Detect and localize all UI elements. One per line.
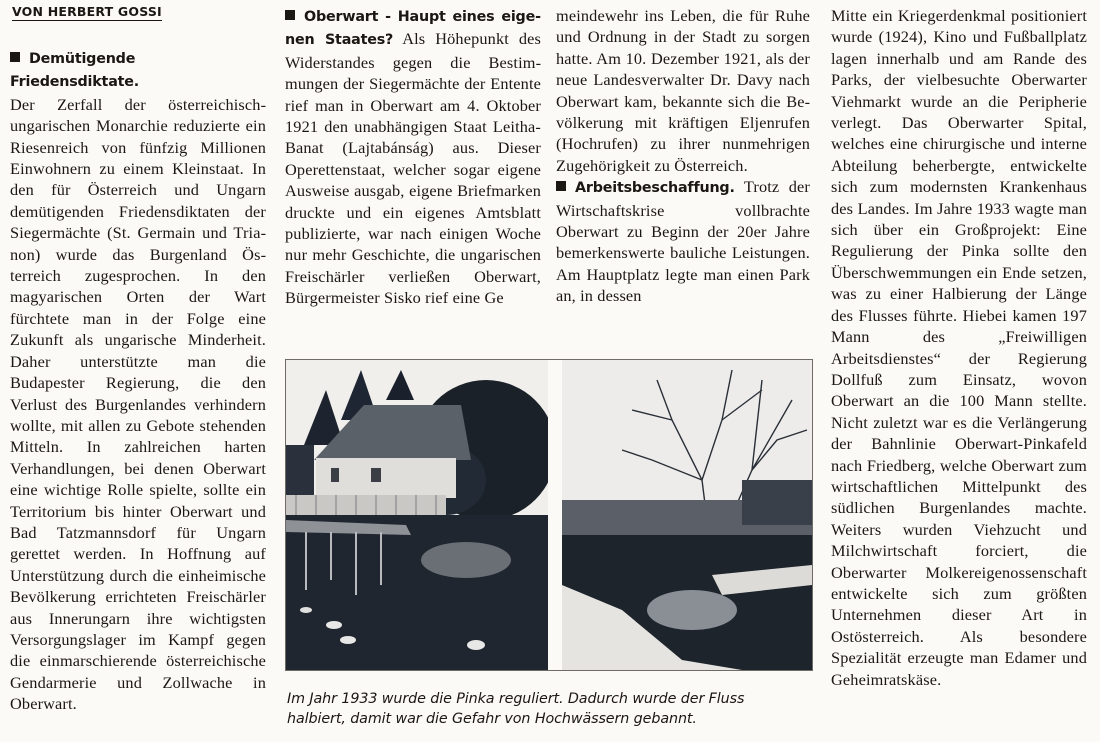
section-heading-2: Oberwart - Haupt eines eigenen Staates?: [285, 9, 541, 49]
photo-figure: [285, 359, 813, 671]
section-3: [556, 176, 810, 306]
house-photo-image: [286, 360, 548, 670]
section-heading-1: Demütigende Friedensdiktate.: [10, 51, 140, 91]
photo-house-by-river: [286, 360, 548, 670]
article-column-4: [831, 5, 1087, 690]
section-2: [285, 5, 541, 309]
bullet-square-icon: [10, 52, 20, 62]
section-heading-3: Arbeitsbeschaffung.: [575, 180, 735, 197]
bullet-square-icon: [285, 10, 295, 20]
caption-line-2: halbiert, damit war die Gefahr von Hochwässern gebannt.: [287, 710, 697, 727]
bullet-square-icon: [556, 181, 566, 191]
section-body-3a: Trotz der Wirtschaftskrise vollbrachte Oberwart zu Beginn der 20er Jahre bemerkenswerte bauliche Leistungen. Am Hauptplatz legte man einen Park an, in dessen: [556, 177, 810, 306]
river-photo-image: [562, 360, 812, 670]
photo-flooded-river: [562, 360, 812, 670]
article-column-3: [556, 5, 810, 307]
section-body-2a: Als Höhepunkt des Widerstandes gegen die Bestimmungen der Siegermächte der Entente rief man in Oberwart am 4. Oktober 1921 den unabhängigen Staat Leitha-Banat (Lajtabánság) aus. Dieser Operettenstaat, welcher sogar eigene Ausweise ausgab, eigene Briefmarken druckte und ein eigenes Amtsblatt publizierte, war nach einigen Woche nur mehr Geschichte, die ungarischen Freischärler verließen Oberwart, Bürgermeister Sisko rief eine Ge: [285, 29, 542, 308]
section-body-3b: Mitte ein Kriegerdenkmal positioniert wurde (1924), Kino und Fußballplatz lagen innerhalb und am Rande des Parks, der vielbesuchte Oberwarter Viehmarkt wurde an die Peripherie verlegt. Das Oberwarter Spital, welches eine chirurgische und interne Abteilung beherbergte, entwickelte sich zum modernsten Krankenhaus des Landes. Im Jahre 1933 wagte man sich über ein Großprojekt: Eine Regulierung der Pinka sollte den Überschwemmungen ein Ende setzen, was zu einer Halbierung der Länge des Flusses führte. Hiebei kamen 197 Mann des „Freiwilligen Arbeitsdienstes“ der Regierung Dollfuß zum Einsatz, wovon Oberwart an die 100 Mann stellte. Nicht zuletzt war es die Verlängerung der Bahnlinie Oberwart-Pinkafeld nach Friedberg, welche Oberwart zum wirtschaftlichen Mittelpunkt des südlichen Burgenlandes machte. Weiters wurden Viehzucht und Milchwirtschaft forciert, die Oberwarter Molkereigenossenschaft entwickelte sich zum größten Unternehmen dieser Art in Ostösterreich. Als besondere Spezialität erzeugte man Edamer und Geheimratskäse.: [831, 6, 1087, 689]
section-body-2b: meindewehr ins Leben, die für Ruhe und Ordnung in der Stadt zu sorgen hatte. Am 10. Dezember 1921, als der neue Landesverwalter Dr. Davy nach Oberwart kam, bekannte sich die Bevölkerung mit kräftigen Eljenrufen (Hochrufen) zu ihrer nunmehrigen Zugehörigkeit zu Österreich.: [556, 6, 810, 175]
article-column-1: [10, 26, 266, 715]
article-column-2: [285, 5, 541, 309]
byline: VON HERBERT GOSSI: [12, 4, 162, 19]
section-body-1: Der Zerfall der österreichischungarischen Monarchie reduzierte ein Riesenreich von fünfzig Millionen Einwohnern zu einem Kleinstaat. In den für Österreich und Ungarn demütigenden Friedensdiktaten der Siegermächte (St. Germain und Trianon) wurde das Burgenland Österreich zugesprochen. In den magyarischen Orten der Wart fürchtete man in der Folge eine Zukunft als ungarische Minderheit. Daher unterstützte man die Budapester Regierung, die den Verlust des Burgenlandes verhindern wollte, mit allen zu Gebote stehenden Mitteln. In zahlreichen harten Verhandlungen, bei denen Oberwart eine wichtige Rolle spielte, sollte ein Territorium bis hinter Oberwart und Bad Tatzmannsdorf für Ungarn gerettet werden. In Hoffnung auf Unterstützung durch die einheimische Bevölkerung errichteten Freischärler aus Innerungarn ihre wichtigsten Versorgungslager im Kampf gegen die einmarschierende österreichische Gendarmerie und Zollwache in Oberwart.: [10, 94, 266, 714]
caption-line-1: Im Jahr 1933 wurde die Pinka reguliert. Dadurch wurde der Fluss: [287, 691, 745, 707]
photo-caption: [287, 690, 827, 729]
